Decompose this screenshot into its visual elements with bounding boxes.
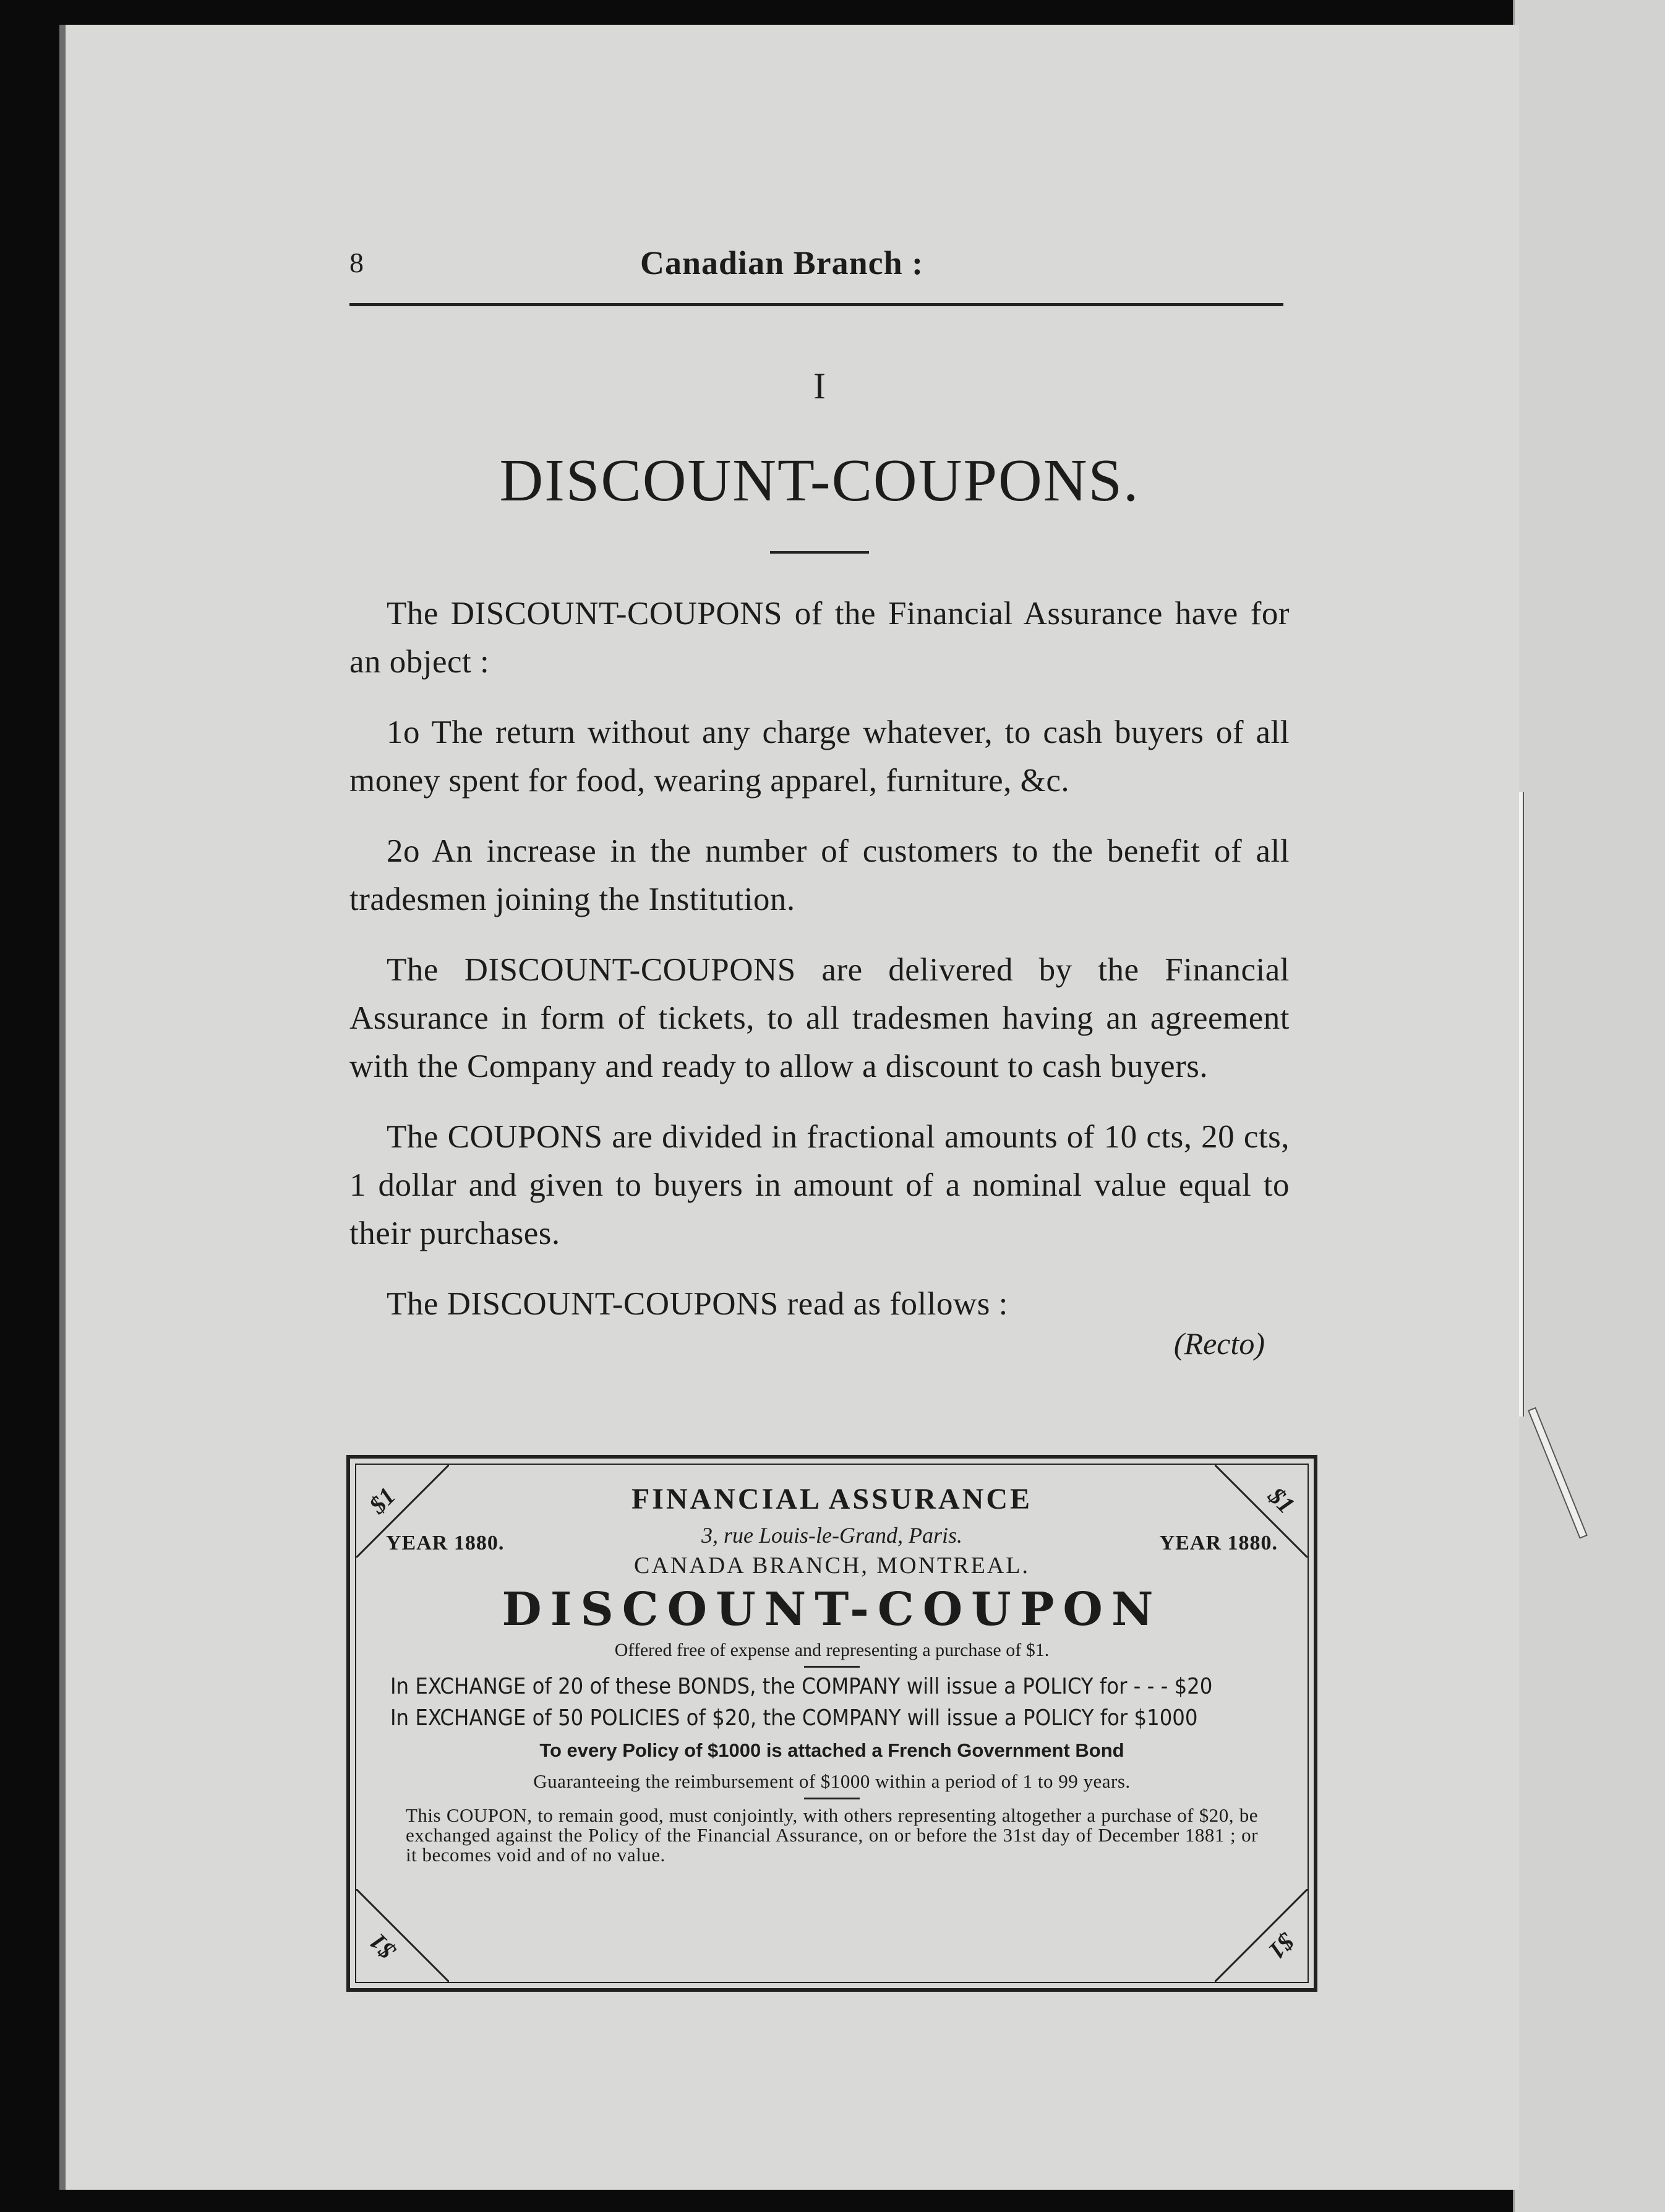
exchange-line: In EXCHANGE of 50 POLICIES of $20, the COMPANY will issue a POLICY for $1000 [390,1705,1198,1731]
coupon-inner-frame [355,1464,1309,1983]
header-rule [349,303,1283,306]
title-rule [770,551,869,554]
year-right: YEAR 1880. [1159,1532,1278,1554]
coupon-address: 3, rue Louis-le-Grand, Paris. [701,1523,962,1548]
paragraph: The COUPONS are divided in fractional amounts of 10 cts, 20 cts, 1 dollar and given to buyers in amount of a nominal value equal to their purchases. [349,1119,1290,1251]
year-left: YEAR 1880. [386,1532,505,1554]
paragraph: The DISCOUNT-COUPONS are delivered by the Financial Assurance in form of tickets, to all tradesmen having an agreement with the Company and ready to allow a discount to cash buyers. [349,952,1290,1084]
page-number: 8 [349,247,364,278]
exchange-line: In EXCHANGE of 20 of these BONDS, the COMPANY will issue a POLICY for - - - $20 [390,1674,1213,1699]
guarantee-line: Guaranteeing the reimbursement of $1000 within a period of 1 to 99 years. [533,1770,1131,1792]
corner-value: $1 [1262,1481,1301,1519]
facing-page-edge [1513,0,1665,2212]
page-title: DISCOUNT-COUPONS. [499,447,1140,514]
coupon-branch: CANADA BRANCH, MONTREAL. [634,1553,1030,1579]
corner-triangle [1215,1889,1308,1982]
recto-label: (Recto) [1173,1326,1265,1361]
bond-line: To every Policy of $1000 is attached a French Government Bond [539,1739,1124,1761]
short-rule [804,1666,860,1668]
paragraph: The DISCOUNT-COUPONS of the Financial Assurance have for an object : [349,596,1290,680]
coupon-company: FINANCIAL ASSURANCE [631,1483,1033,1515]
running-head [349,235,1290,297]
paragraph: 2o An increase in the number of customers to the benefit of all tradesmen joining the Institution. [349,833,1290,917]
corner-value: $1 [363,1927,401,1965]
paragraph: The DISCOUNT-COUPONS read as follows : [387,1286,1008,1322]
running-head-title: Canadian Branch : [640,244,924,281]
corner-value: $1 [1262,1927,1301,1965]
coupon-terms: This COUPON, to remain good, must conjointly, with others representing altogether a purchase of $20, be exchanged against the Policy of the Financial Assurance, on or before the 31st day of December 1881 ; or it becomes void and of no value. [406,1804,1258,1866]
coupon-heading: DISCOUNT-COUPON [502,1583,1162,1636]
coupon-offer: Offered free of expense and representing a purchase of $1. [614,1640,1050,1660]
paragraph: 1o The return without any charge whatever, to cash buyers of all money spent for food, wearing apparel, furniture, &c. [349,714,1290,799]
discount-coupon [346,1455,1317,1992]
corner-triangle [356,1889,449,1982]
page-content [349,235,1290,1361]
section-numeral: I [813,366,826,406]
short-rule [804,1798,860,1799]
corner-value: $1 [363,1481,401,1519]
